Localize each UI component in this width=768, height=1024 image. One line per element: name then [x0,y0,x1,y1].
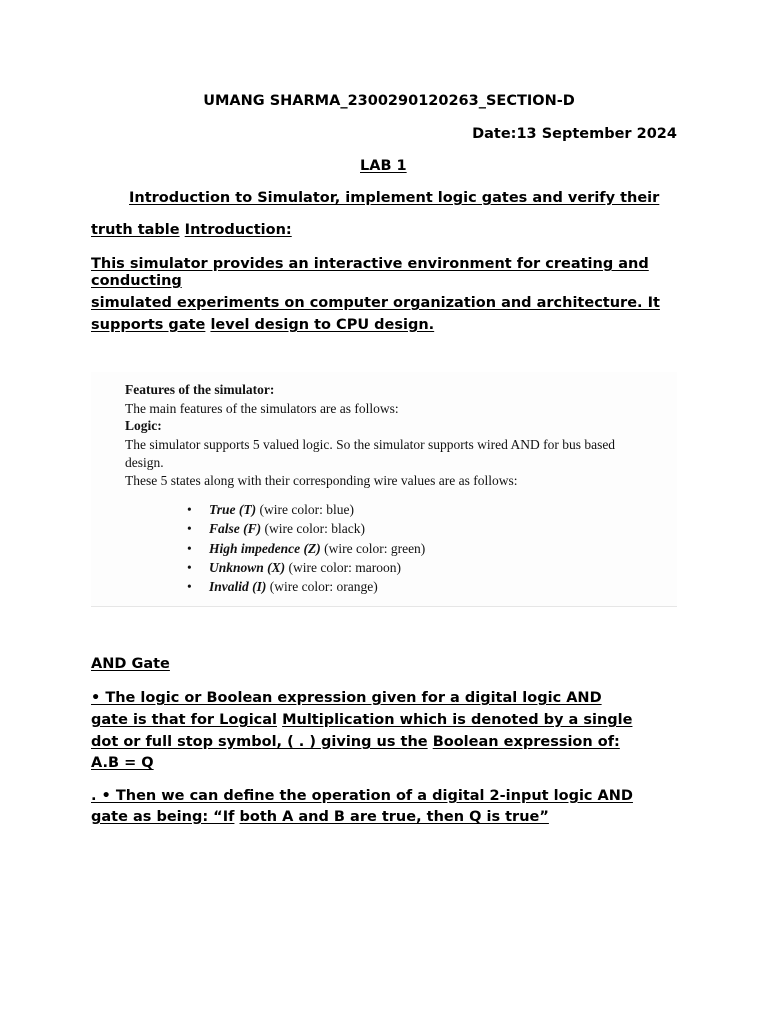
state-desc: (wire color: blue) [256,502,354,517]
state-item [187,579,378,595]
lab-number: LAB 1 [360,158,407,174]
document-date: Date:13 September 2024 [472,126,677,142]
features-title: Features of the simulator: [125,382,275,397]
and-gate-p2-line1: . • Then we can define the operation of a digital 2-input logic AND [91,788,633,804]
and-gate-p1-line2-part1: gate is that for Logical [91,712,278,728]
and-gate-p1-line1: • The logic or Boolean expression given for a digital logic AND [91,690,602,706]
truth-table-text: truth table [91,222,180,238]
boolean-expression: A.B = Q [91,755,154,771]
bullet-icon: • [187,560,192,575]
and-gate-p1-line3 [91,733,620,751]
and-gate-p1-line3-part2: Boolean expression of: [432,734,620,750]
state-item [187,502,354,518]
intro-line3 [91,316,434,334]
bullet-icon: • [187,541,192,556]
bullet-icon: • [187,521,192,536]
and-gate-p2-line2-part2: both A and B are true, then Q is true” [239,809,549,825]
and-gate-p1-line3-part1: dot or full stop symbol, ( . ) giving us the [91,734,428,750]
intro-line1: This simulator provides an interactive environment for creating and [91,256,649,272]
state-desc: (wire color: orange) [266,579,378,594]
state-item [187,541,425,557]
logic-text-line2: design. [125,455,164,470]
and-gate-p2-line2 [91,808,549,826]
state-desc: (wire color: black) [261,521,365,536]
state-item [187,560,401,576]
features-subtitle: The main features of the simulators are as follows: [125,401,399,416]
logic-text-line1: The simulator supports 5 valued logic. So the simulator supports wired AND for bus based [125,437,616,452]
state-desc: (wire color: maroon) [285,560,401,575]
intro-line3-part2: level design to CPU design. [210,317,435,333]
state-name: False (F) [209,521,262,536]
document-title: UMANG SHARMA_2300290120263_SECTION-D [203,93,575,109]
intro-line2: simulated experiments on computer organization and architecture. It [91,295,660,311]
and-gate-p2-line2-part1: gate as being: “If [91,809,235,825]
state-desc: (wire color: green) [320,541,426,556]
and-gate-p1-line2-part2: Multiplication which is denoted by a single [282,712,633,728]
state-name: Invalid (I) [209,579,267,594]
bullet-icon: • [187,579,192,594]
intro-line3-part1: supports gate [91,317,206,333]
state-name: True (T) [209,502,257,517]
and-gate-heading: AND Gate [91,656,170,672]
and-gate-p1-line2 [91,711,632,729]
experiment-heading-line2 [91,221,292,239]
experiment-heading-line1: Introduction to Simulator, implement logic gates and verify their [129,190,660,206]
introduction-label: Introduction: [184,222,292,238]
logic-label: Logic: [125,418,162,433]
bullet-icon: • [187,502,192,517]
simulator-features-image [91,372,677,607]
intro-line1b: conducting [91,273,182,289]
state-name: High impedence (Z) [209,541,321,556]
states-intro: These 5 states along with their corresponding wire values are as follows: [125,473,518,488]
state-name: Unknown (X) [209,560,286,575]
state-item [187,521,365,537]
